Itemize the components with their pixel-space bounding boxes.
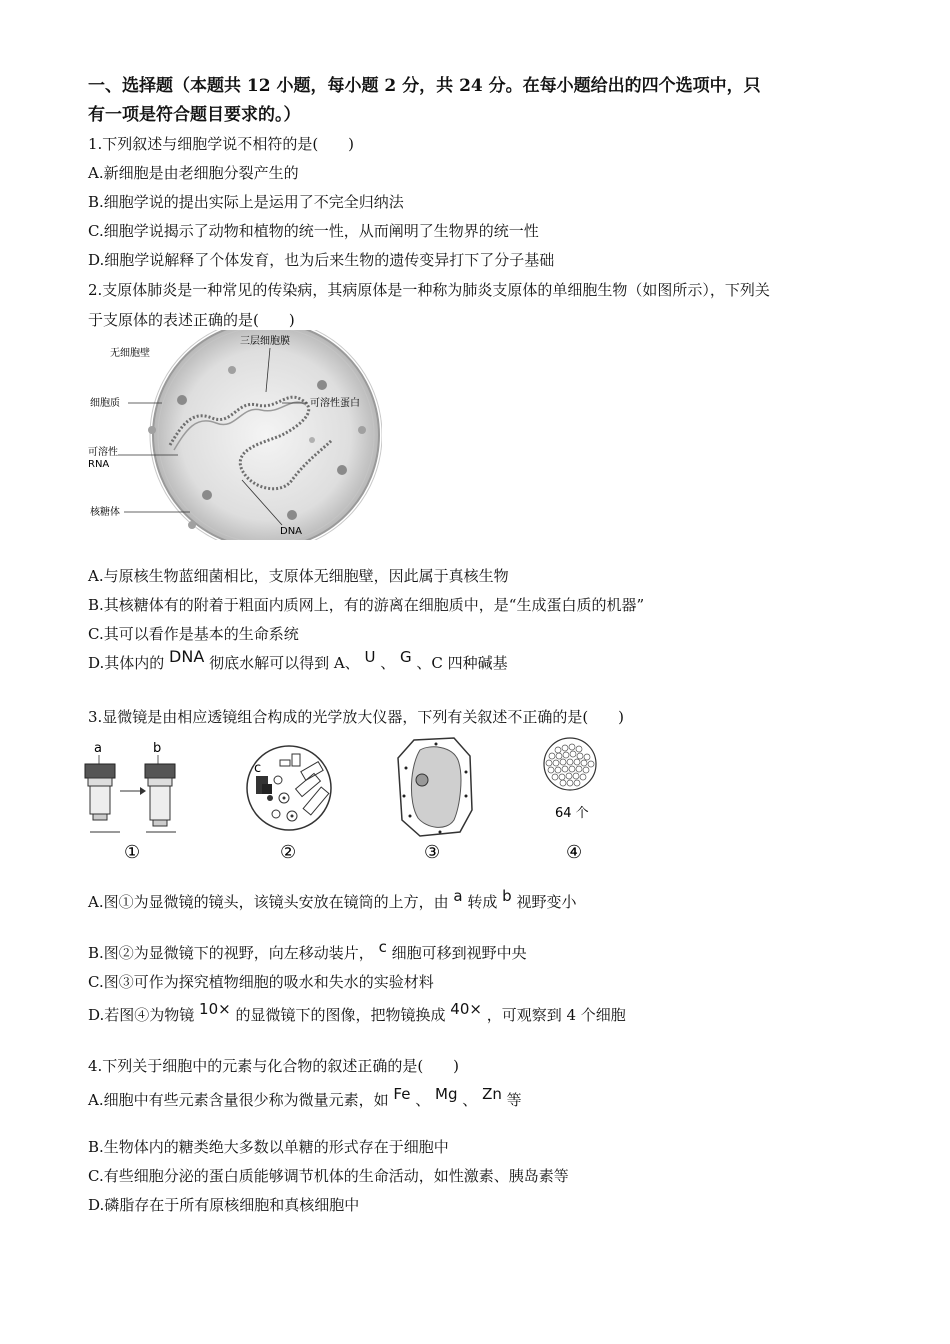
label-cytoplasm: 细胞质 xyxy=(90,398,120,409)
q3-a-b: b xyxy=(502,887,512,905)
q4-a-fe: Fe xyxy=(393,1085,411,1103)
q2-d-g: G xyxy=(400,648,412,666)
q1-option-c: C.细胞学说揭示了动物和植物的统一性，从而阐明了生物界的统一性 xyxy=(88,222,539,240)
q2-d-post: 、C 四种碱基 xyxy=(416,654,508,672)
label-rna-1: 可溶性 xyxy=(88,447,118,458)
q2-option-b: B.其核糖体有的附着于粗面内质网上，有的游离在细胞质中，是“生成蛋白质的机器” xyxy=(88,596,645,614)
q3-b-c: c xyxy=(378,938,387,956)
q3-a-prefix: A.图①为显微镜的镜头，该镜头安放在镜筒的上方，由 xyxy=(88,893,449,911)
label-protein: 可溶性蛋白 xyxy=(310,398,360,409)
q3-stem: 3.显微镜是由相应透镜组合构成的光学放大仪器，下列有关叙述不正确的是( ) xyxy=(88,708,625,726)
ribosome-dot xyxy=(177,395,187,405)
label-no-wall: 无细胞壁 xyxy=(110,348,150,359)
q3-a-mid: 转成 xyxy=(467,893,498,911)
q1-option-b: B.细胞学说的提出实际上是运用了不完全归纳法 xyxy=(88,193,404,211)
fig2-label-c: c xyxy=(254,761,262,776)
fig1-label-b: b xyxy=(153,741,162,756)
q4-option-d: D.磷脂存在于所有原核细胞和真核细胞中 xyxy=(88,1196,360,1214)
q2-d-dna: DNA xyxy=(169,647,205,666)
q3-d-prefix: D.若图④为物镜 xyxy=(88,1006,195,1024)
q3-d-10x: 10× xyxy=(199,1000,231,1018)
q2-d-mid: 彻底水解可以得到 A、 xyxy=(209,654,360,672)
q4-a-post: 等 xyxy=(506,1091,522,1109)
fig-number-3: ③ xyxy=(424,842,441,863)
q3-d-40x: 40× xyxy=(450,1000,482,1018)
q1-option-a: A.新细胞是由老细胞分裂产生的 xyxy=(88,164,299,182)
q2-stem-line1: 2.支原体肺炎是一种常见的传染病，其病原体是一种称为肺炎支原体的单细胞生物（如图所示），下列关 xyxy=(88,281,770,299)
q3-a-post: 视野变小 xyxy=(516,893,577,911)
q2-stem-line2: 于支原体的表述正确的是( ) xyxy=(88,311,295,329)
q3-b-prefix: B.图②为显微镜下的视野，向左移动装片， xyxy=(88,944,374,962)
q3-option-b xyxy=(88,938,527,963)
microscope-figures xyxy=(80,736,620,866)
q3-option-a xyxy=(88,887,577,912)
label-membrane: 三层细胞膜 xyxy=(240,336,290,347)
q1-option-d: D.细胞学说解释了个体发育，也为后来生物的遗传变异打下了分子基础 xyxy=(88,251,555,269)
q3-d-mid: 的显微镜下的图像，把物镜换成 xyxy=(235,1006,446,1024)
lens-a xyxy=(85,764,115,820)
q4-stem: 4.下列关于细胞中的元素与化合物的叙述正确的是( ) xyxy=(88,1057,460,1075)
label-ribosome: 核糖体 xyxy=(90,507,120,518)
q4-option-b: B.生物体内的糖类绝大多数以单糖的形式存在于细胞中 xyxy=(88,1138,449,1156)
fig-number-2: ② xyxy=(280,842,297,863)
q4-option-c: C.有些细胞分泌的蛋白质能够调节机体的生命活动，如性激素、胰岛素等 xyxy=(88,1167,569,1185)
q3-d-post: ，可观察到 4 个细胞 xyxy=(486,1006,626,1024)
fig4-count: 64 个 xyxy=(555,806,589,821)
q3-a-a: a xyxy=(453,887,463,905)
section-header-line1: 一、选择题（本题共 12 小题，每小题 2 分，共 24 分。在每小题给出的四个选项中，只 xyxy=(88,76,761,96)
lens-b xyxy=(145,764,175,826)
q4-a-sep2: 、 xyxy=(462,1091,478,1109)
fig-number-4: ④ xyxy=(566,842,583,863)
label-dna: DNA xyxy=(280,526,303,537)
label-rna-2: RNA xyxy=(88,459,110,470)
q4-option-a xyxy=(88,1085,522,1110)
q4-a-mg: Mg xyxy=(435,1085,458,1103)
q2-option-c: C.其可以看作是基本的生命系统 xyxy=(88,625,299,643)
q2-option-a: A.与原核生物蓝细菌相比，支原体无细胞壁，因此属于真核生物 xyxy=(88,567,509,585)
fig1-label-a: a xyxy=(94,741,102,756)
q4-a-prefix: A.细胞中有些元素含量很少称为微量元素，如 xyxy=(88,1091,389,1109)
q2-d-prefix: D.其体内的 xyxy=(88,654,165,672)
q4-a-sep1: 、 xyxy=(415,1091,431,1109)
q3-b-post: 细胞可移到视野中央 xyxy=(391,944,527,962)
q1-stem: 1.下列叙述与细胞学说不相符的是( ) xyxy=(88,135,355,153)
q2-d-u: U xyxy=(364,648,376,666)
fig-number-1: ① xyxy=(124,842,141,863)
q2-option-d xyxy=(88,647,508,673)
q2-d-sep: 、 xyxy=(380,654,396,672)
q4-a-zn: Zn xyxy=(482,1085,502,1103)
q3-option-c: C.图③可作为探究植物细胞的吸水和失水的实验材料 xyxy=(88,973,434,991)
section-header-line2: 有一项是符合题目要求的。） xyxy=(88,105,301,125)
mycoplasma-figure xyxy=(82,330,382,540)
q3-option-d xyxy=(88,1000,626,1025)
